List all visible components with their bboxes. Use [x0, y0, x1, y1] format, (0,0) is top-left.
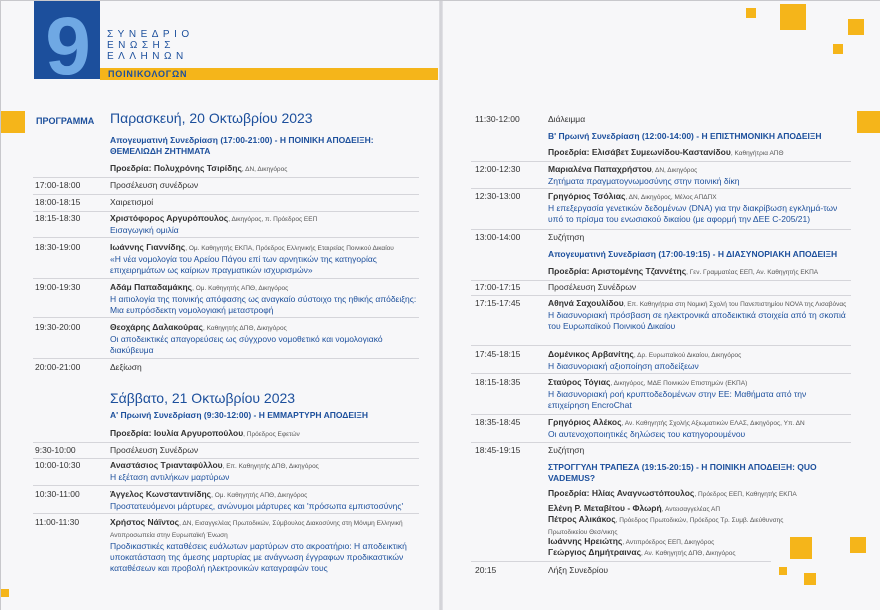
- panelist-name: Πέτρος Αλικάκος: [548, 514, 616, 524]
- item-text: Χαιρετισμοί: [110, 197, 154, 207]
- deco-square: [833, 44, 843, 54]
- time-slot: 20:00-21:00: [35, 362, 81, 372]
- chair-role: , ΔΝ, Δικηγόρος: [241, 166, 288, 173]
- panelist-role: , Πρόεδρος Πρωτοδικών, Πρόεδρος Τρ. Συμβ. Διεύθυνσης Πρωτοδικείου Θεσ/νικης: [548, 517, 784, 536]
- speaker-name: Μαριαλένα Παπαχρήστου: [548, 164, 652, 174]
- program-item: [548, 191, 848, 225]
- speaker-name: Αναστάσιος Τριανταφύλλου: [110, 460, 223, 470]
- talk-title: Προδικαστικές καταθέσεις ευάλωτων μαρτύρων στο ακροατήριο: Η αποδεικτική υποκατάσταση της άμεσης μαρτυρίας με ανάγνωση έγγραφων προδικαστικών καταθέσεων και προβολή ηλεκτρονικών καταγραφών τους: [110, 541, 407, 573]
- deco-square: [857, 111, 880, 133]
- row-divider: [471, 345, 851, 346]
- chair-role: , Καθηγήτρια ΑΠΘ: [730, 150, 784, 157]
- row-divider: [33, 237, 419, 238]
- row-divider: [33, 358, 419, 359]
- program-item: [110, 197, 420, 208]
- logo-line: ΕΝΩΣΗΣ: [107, 40, 175, 51]
- panelist: [548, 547, 736, 559]
- row-divider: [33, 177, 419, 178]
- row-divider: [471, 414, 851, 415]
- row-divider: [33, 485, 419, 486]
- speaker-role: , Επ. Καθηγήτρια στη Νομική Σχολή του Πανεπιστημίου NOVA της Λισαβόνας: [623, 301, 847, 308]
- speaker-role: , Δρ. Ευρωπαϊκού Δικαίου, Δικηγόρος: [633, 352, 742, 359]
- speaker-role: , Δικηγόρος, ΜΔΕ Ποινικών Επιστημών (ΕΚΠΑ): [610, 380, 748, 387]
- session-chair: [110, 428, 300, 440]
- row-divider: [471, 295, 851, 296]
- logo-line: ΕΛΛΗΝΩΝ: [107, 51, 188, 62]
- deco-square: [804, 573, 816, 585]
- time-slot: 11:00-11:30: [35, 517, 80, 527]
- panelist-name: Γεώργιος Δημήτραινας: [548, 547, 642, 557]
- talk-title: Η διασυνοριακή ροή κρυπτοδεδομένων στην ΕΕ: Μαθήματα από την επιχείρηση EncroChat: [548, 389, 807, 410]
- talk-title: Εισαγωγική ομιλία: [110, 225, 179, 235]
- chair-role: , Γεν. Γραμματέας ΕΕΠ, Αν. Καθηγητής ΕΚΠΑ: [686, 269, 819, 276]
- row-divider: [471, 188, 851, 189]
- program-item: [110, 460, 420, 483]
- time-slot: 18:15-18:35: [475, 377, 521, 387]
- time-slot: 18:00-18:15: [35, 197, 81, 207]
- program-item: [110, 517, 426, 574]
- time-slot: 20:15: [475, 565, 497, 575]
- talk-title: Η εξέταση αντιλήκων μαρτύρων: [110, 472, 230, 482]
- row-divider: [33, 442, 419, 443]
- program-item: [110, 322, 410, 356]
- talk-title: Η αιτιολογία της ποινικής απόφασης ως αναγκαίο σύστοιχο της ηθικής απόδειξης: Μια ευπρόσδεκτη νομολογιακή μεταστροφή: [110, 294, 417, 315]
- panelist-name: Ιωάννης Ηρειώτης: [548, 536, 623, 546]
- program-marker: [1, 111, 25, 133]
- session-title: Απογευματινή Συνεδρίαση (17:00-19:15) - Η ΔΙΑΣΥΝΟΡΙΑΚΗ ΑΠΟΔΕΙΞΗ: [548, 249, 838, 259]
- deco-square: [850, 537, 866, 553]
- speaker-role: , Αν. Καθηγητής Σχολής Αξιωματικών ΕΛΑΣ, Δικηγόρος, Υπ. ΔΝ: [621, 420, 805, 427]
- chair-role: , Πρόεδρος ΕΕΠ, Καθηγητής ΕΚΠΑ: [694, 491, 797, 498]
- time-slot: 12:30-13:00: [475, 191, 521, 201]
- item-text: Συζήτηση: [548, 232, 585, 242]
- session-chair: [548, 266, 818, 278]
- panelist-role: , Αν. Καθηγητής ΔΠΘ, Δικηγόρος: [641, 550, 736, 557]
- speaker-name: Αθηνά Σαχουλίδου: [548, 298, 624, 308]
- session-title: Απογευματινή Συνεδρίαση (17:00-21:00) - Η ΠΟΙΝΙΚΗ ΑΠΟΔΕΙΞΗ: ΘΕΜΕΛΙΩΔΗ ΖΗΤΗΜΑΤΑ: [110, 135, 374, 156]
- logo-number: 9: [45, 1, 89, 92]
- time-slot: 17:15-17:45: [475, 298, 521, 308]
- time-slot: 10:30-11:00: [35, 489, 80, 499]
- program-item: [548, 232, 848, 243]
- speaker-name: Γρηγόριος Τσόλιας: [548, 191, 626, 201]
- item-text: Διάλειμμα: [548, 114, 586, 124]
- chair-name: Προεδρία: Ελισάβετ Συμεωνίδου-Καστανίδου: [548, 147, 731, 157]
- time-slot: 18:15-18:30: [35, 213, 81, 223]
- chair-name: Προεδρία: Πολυχρόνης Τσιρίδης: [110, 163, 242, 173]
- program-item: [548, 377, 844, 411]
- row-divider: [471, 161, 851, 162]
- item-text: Προσέλευση Συνέδρων: [110, 445, 199, 455]
- speaker-name: Άγγελος Κωνσταντινίδης: [110, 489, 212, 499]
- time-slot: 17:00-17:15: [475, 282, 521, 292]
- session-title: Β' Πρωινή Συνεδρίαση (12:00-14:00) - Η ΕΠΙΣΤΗΜΟΝΙΚΗ ΑΠΟΔΕΙΞΗ: [548, 131, 822, 141]
- speaker-role: , ΔΝ, Εισαγγελέας Πρωτοδικών, Σύμβουλος Διακοσύνης στη Μόνιμη Ελληνική Αντιπροσωπεία στην Ευρωπαϊκή Ένωση: [110, 520, 403, 539]
- talk-title: Οι αυτενοχοποιητικές δηλώσεις του κατηγορουμένου: [548, 429, 746, 439]
- panelist-name: Ελένη Ρ. Μεταβίτου - Φλωρή: [548, 503, 662, 513]
- talk-title: Η διασυνοριακή αξιοποίηση αποδείξεων: [548, 361, 699, 371]
- row-divider: [471, 442, 851, 443]
- item-text: Προσέλευση συνέδρων: [110, 180, 199, 190]
- roundtable-chair: [548, 488, 797, 500]
- program-item: [110, 282, 420, 316]
- session-title: Α' Πρωινή Συνεδρίαση (9:30-12:00) - Η ΕΜΜΑΡΤΥΡΗ ΑΠΟΔΕΙΞΗ: [110, 410, 368, 420]
- talk-title: Η διασυνοριακή πρόσβαση σε ηλεκτρονικά αποδεικτικά στοιχεία από τη σκοπιά του Ευρωπαϊκού Ποινικού Δικαίου: [548, 310, 846, 331]
- speaker-role: , Ομ. Καθηγητής ΑΠΘ, Δικηγόρος: [192, 285, 289, 292]
- speaker-role: , ΔΝ, Δικηγόρος: [651, 167, 698, 174]
- program-item: [110, 180, 420, 191]
- deco-square: [1, 589, 9, 597]
- deco-square: [779, 567, 787, 575]
- time-slot: 17:45-18:15: [475, 349, 521, 359]
- chair-name: Προεδρία: Αριστομένης Τζαννέτης: [548, 266, 687, 276]
- day-title: Παρασκευή, 20 Οκτωβρίου 2023: [110, 110, 313, 126]
- logo-bar-text: ΠΟΙΝΙΚΟΛΟΓΩΝ: [108, 69, 188, 79]
- panelist-role: , Αντεισαγγελέας ΑΠ: [661, 506, 721, 513]
- deco-square: [746, 8, 756, 18]
- row-divider: [471, 229, 851, 230]
- item-text: Δεξίωση: [110, 362, 142, 372]
- speaker-role: , Ομ. Καθηγητής ΑΠΘ, Δικηγόρος: [211, 492, 308, 499]
- time-slot: 18:45-19:15: [475, 445, 521, 455]
- program-item: [110, 213, 420, 236]
- time-slot: 12:00-12:30: [475, 164, 521, 174]
- program-item: [548, 417, 854, 440]
- row-divider: [471, 373, 851, 374]
- program-item: [548, 349, 848, 372]
- row-divider: [33, 513, 419, 514]
- program-item: [548, 164, 848, 187]
- time-slot: 19:30-20:00: [35, 322, 81, 332]
- deco-square: [790, 537, 812, 559]
- speaker-name: Χρήστος Νάϊντος: [110, 517, 180, 527]
- time-slot: 18:35-18:45: [475, 417, 521, 427]
- chair-role: , Πρόεδρος Εφετών: [243, 431, 300, 438]
- speaker-role: , ΔΝ, Δικηγόρος, Μέλος ΑΠΔΠΧ: [625, 194, 717, 201]
- talk-title: Ζητήματα πραγματογνωμοσύνης στην ποινική δίκη: [548, 176, 740, 186]
- time-slot: 10:00-10:30: [35, 460, 81, 470]
- program-item: [548, 114, 848, 125]
- deco-square: [780, 4, 806, 30]
- speaker-role: , Δικηγόρος, π. Πρόεδρος ΕΕΠ: [228, 216, 318, 223]
- speaker-name: Χριστόφορος Αργυρόπουλος: [110, 213, 229, 223]
- time-slot: 11:30-12:00: [475, 114, 520, 124]
- program-item: [548, 298, 854, 332]
- talk-title: Η επεξεργασία γενετικών δεδομένων (DNA) για την διακρίβωση εγκλημά-των υπό το πρίσμα του ενωσιακού δικαίου (με αφορμή την ΔΕΕ C-205/21): [548, 203, 838, 224]
- program-label: ΠΡΟΓΡΑΜΜΑ: [36, 116, 95, 126]
- time-slot: 17:00-18:00: [35, 180, 81, 190]
- row-divider: [33, 211, 419, 212]
- program-item: [110, 445, 420, 456]
- logo-text: [107, 29, 197, 62]
- row-divider: [471, 280, 851, 281]
- time-slot: 19:00-19:30: [35, 282, 81, 292]
- time-slot: 13:00-14:00: [475, 232, 521, 242]
- roundtable-title: ΣΤΡΟΓΓΥΛΗ ΤΡΑΠΕΖΑ (19:15-20:15) - Η ΠΟΙΝΙΚΗ ΑΠΟΔΕΙΞΗ: QUO VADEMUS?: [548, 462, 817, 483]
- speaker-name: Ιωάννης Γιαννίδης: [110, 242, 186, 252]
- page-fold: [439, 1, 443, 610]
- item-text: Συζήτηση: [548, 445, 585, 455]
- deco-square: [848, 19, 864, 35]
- speaker-name: Θεοχάρης Δαλακούρας: [110, 322, 203, 332]
- row-divider: [33, 317, 419, 318]
- program-item: [548, 282, 848, 293]
- panelist: [548, 514, 788, 538]
- speaker-name: Αδάμ Παπαδαμάκης: [110, 282, 193, 292]
- session-chair: [548, 147, 784, 159]
- panelist-role: , Αντιπρόεδρος ΕΕΠ, Δικηγόρος: [622, 539, 715, 546]
- speaker-role: , Ομ. Καθηγητής ΕΚΠΑ, Πρόεδρος Ελληνικής Εταιρείας Ποινικού Δικαίου: [185, 245, 394, 252]
- day-title: Σάββατο, 21 Οκτωβρίου 2023: [110, 390, 296, 406]
- time-slot: 18:30-19:00: [35, 242, 81, 252]
- row-divider: [33, 458, 419, 459]
- speaker-name: Δομένικος Αρβανίτης: [548, 349, 634, 359]
- row-divider: [33, 278, 419, 279]
- item-text: Λήξη Συνεδρίου: [548, 565, 609, 575]
- program-item: [548, 565, 748, 576]
- chair-name: Προεδρία: Ιουλία Αργυροπούλου: [110, 428, 244, 438]
- program-item: [110, 242, 426, 276]
- speaker-name: Γρηγόριος Αλέκος: [548, 417, 622, 427]
- program-item: [110, 489, 426, 512]
- row-divider: [471, 561, 771, 562]
- speaker-role: , Επ. Καθηγητής ΔΠΘ, Δικηγόρος: [222, 463, 319, 470]
- talk-title: Προστατευόμενοι μάρτυρες, ανώνυμοι μάρτυρες και 'πρόσωπα εμπιστοσύνης': [110, 501, 404, 511]
- program-item: [548, 445, 848, 456]
- talk-title: Οι αποδεικτικές απαγορεύσεις ως σύγχρονο νομοθετικό και νομολογιακό διακύβευμα: [110, 334, 383, 355]
- row-divider: [33, 194, 419, 195]
- session-chair: [110, 163, 287, 175]
- program-item: [110, 362, 420, 373]
- talk-title: «Η νέα νομολογία του Αρείου Πάγου επί των αρνητικών της κατηγορίας επιχειρημάτων ως καίριων πραγματικών ισχυρισμών»: [110, 254, 377, 275]
- speaker-name: Σταύρος Τόγιας: [548, 377, 611, 387]
- chair-name: Προεδρία: Ηλίας Αναγνωστόπουλος: [548, 488, 695, 498]
- logo-line: ΣΥΝΕΔΡΙΟ: [107, 29, 194, 40]
- speaker-role: , Καθηγητής ΔΠΘ, Δικηγόρος: [202, 325, 287, 332]
- item-text: Προσέλευση Συνέδρων: [548, 282, 637, 292]
- time-slot: 9:30-10:00: [35, 445, 76, 455]
